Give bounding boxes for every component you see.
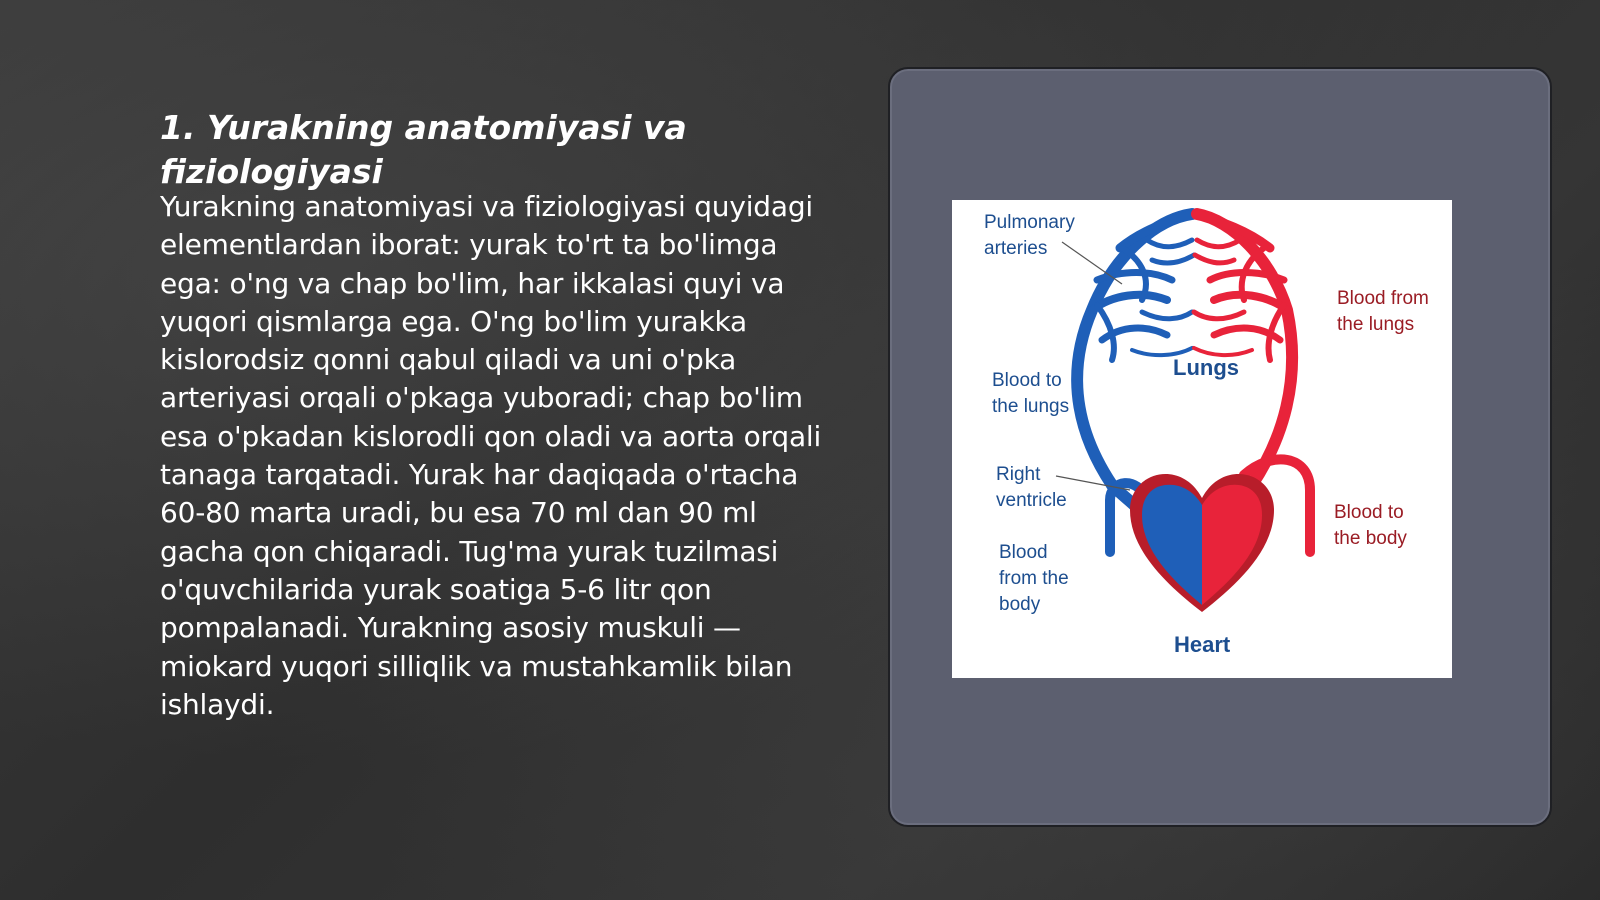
image-frame	[888, 67, 1552, 827]
pulmonary-vessels-blue	[1077, 214, 1194, 485]
label-blood-to-lungs-1: Blood to	[992, 370, 1062, 391]
circulation-diagram	[952, 200, 1452, 678]
label-right-ventricle-2: ventricle	[996, 490, 1067, 511]
label-right-ventricle-1: Right	[996, 464, 1041, 485]
slide-title: 1. Yurakning anatomiyasi va fiziologiyasi	[160, 108, 687, 191]
label-blood-from-lungs-2: the lungs	[1337, 314, 1415, 335]
label-lungs: Lungs	[1173, 355, 1239, 380]
label-blood-to-lungs-2: the lungs	[992, 396, 1070, 417]
slide-body-text: Yurakning anatomiyasi va fiziologiyasi quyidagi elementlardan iborat: yurak to'rt ta bo'limga ega: o'ng va chap bo'lim, har ikkalasi quyi va yuqori qismlarga ega. O'ng bo'lim yurakka kislorodsiz qonni qabul qiladi va uni o'pka arteriyasi orqali o'pkaga yuboradi; chap bo'lim esa o'pkadan kislorodli qon oladi va aorta orqali tanaga tarqatadi. Yurak har daqiqada o'rtacha 60-80 marta uradi, bu esa 70 ml dan 90 ml gacha qon chiqaradi. Tug'ma yurak tuzilmasi o'quvchilarida yurak soatiga 5-6 litr qon pompalanadi. Yurakning asosiy muskuli — miokard yuqori silliqlik va mustahkamlik bilan ishlaydi.	[160, 190, 822, 721]
pulmonary-vessels-red	[1194, 214, 1292, 485]
label-blood-from-body-2: from the	[999, 568, 1069, 589]
label-blood-from-lungs-1: Blood from	[1337, 288, 1429, 309]
label-pulmonary-arteries-2: arteries	[984, 238, 1048, 259]
text-block	[160, 106, 840, 724]
label-blood-to-body-2: the body	[1334, 528, 1407, 549]
label-blood-to-body-1: Blood to	[1334, 502, 1404, 523]
label-pulmonary-arteries-1: Pulmonary	[984, 212, 1075, 233]
heart-shape	[1130, 474, 1274, 612]
label-blood-from-body-1: Blood	[999, 542, 1048, 563]
label-blood-from-body-3: body	[999, 594, 1041, 615]
label-heart: Heart	[1174, 632, 1231, 657]
